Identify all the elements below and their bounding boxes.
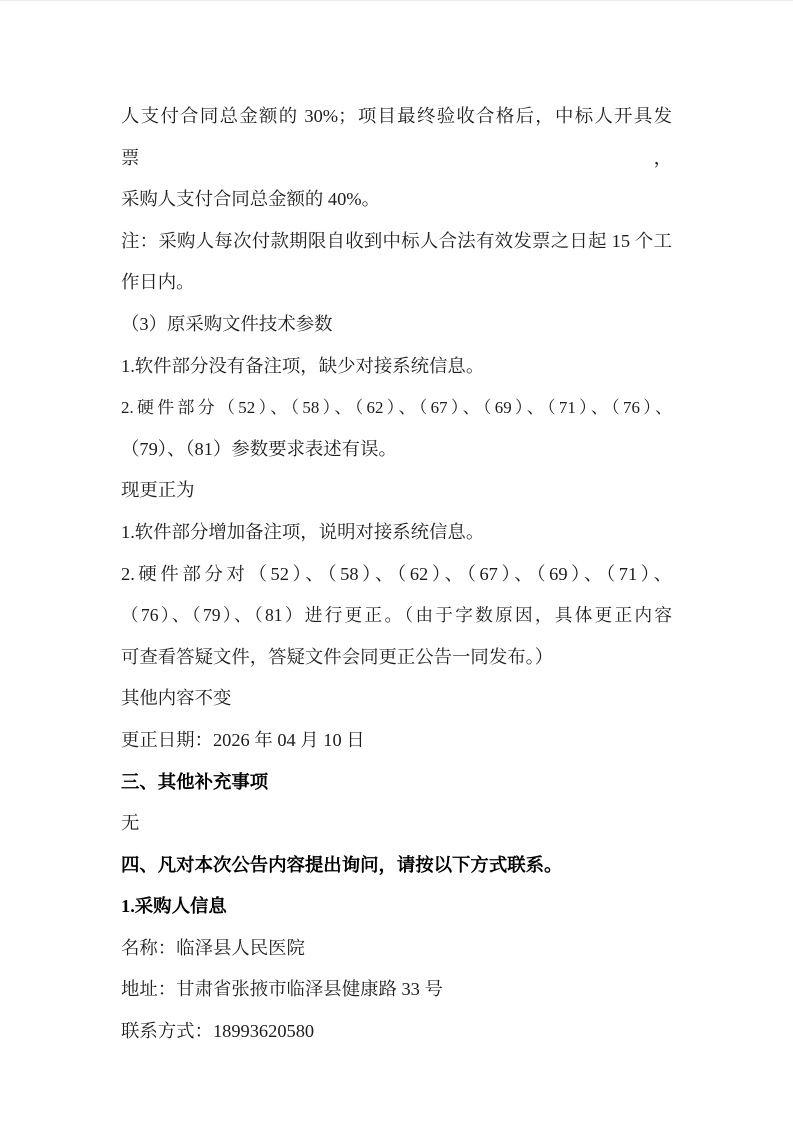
doc-line-13: 可查看答疑文件，答疑文件会同更正公告一同发布。） <box>121 646 554 667</box>
doc-line-03: 注：采购人每次付款期限自收到中标人合法有效发票之日起 15 个工 <box>121 230 672 251</box>
heading-purchaser-info: 1.采购人信息 <box>121 896 227 917</box>
doc-line-21-purchaser-address: 地址：甘肃省张掖市临泽县健康路 33 号 <box>121 979 443 1000</box>
doc-line-10: 1.软件部分增加备注项，说明对接系统信息。 <box>121 521 485 542</box>
document-content <box>121 96 672 1053</box>
doc-line-11: 2.硬件部分对（52）、（58）、（62）、（67）、（69）、（71）、 <box>121 563 672 584</box>
doc-line-22-purchaser-phone: 联系方式：18993620580 <box>121 1021 315 1042</box>
doc-line-15-correction-date: 更正日期：2026 年 04 月 10 日 <box>121 729 365 750</box>
doc-line-12: （76）、（79）、（81）进行更正。（由于字数原因，具体更正内容 <box>121 605 672 626</box>
doc-line-01: 人支付合同总金额的 30%；项目最终验收合格后，中标人开具发票， <box>121 106 672 168</box>
doc-line-17-none: 无 <box>121 813 140 834</box>
doc-line-07: 2.硬件部分（52）、（58）、（62）、（67）、（69）、（71）、（76）、 <box>121 398 672 418</box>
doc-line-08: （79）、（81）参数要求表述有误。 <box>121 438 397 459</box>
doc-line-20-purchaser-name: 名称：临泽县人民医院 <box>121 937 305 958</box>
heading-section-4-contact-method: 四、凡对本次公告内容提出询问，请按以下方式联系。 <box>121 854 563 875</box>
doc-line-06: 1.软件部分没有备注项，缺少对接系统信息。 <box>121 355 485 376</box>
doc-line-04: 作日内。 <box>121 272 195 293</box>
doc-line-02: 采购人支付合同总金额的 40%。 <box>121 189 380 210</box>
doc-line-14-other-content-unchanged: 其他内容不变 <box>121 688 232 709</box>
doc-line-09-correction-intro: 现更正为 <box>121 480 195 501</box>
doc-line-05-original-tech-params: （3）原采购文件技术参数 <box>121 313 333 334</box>
heading-section-3-other-supplementary: 三、其他补充事项 <box>121 771 269 792</box>
